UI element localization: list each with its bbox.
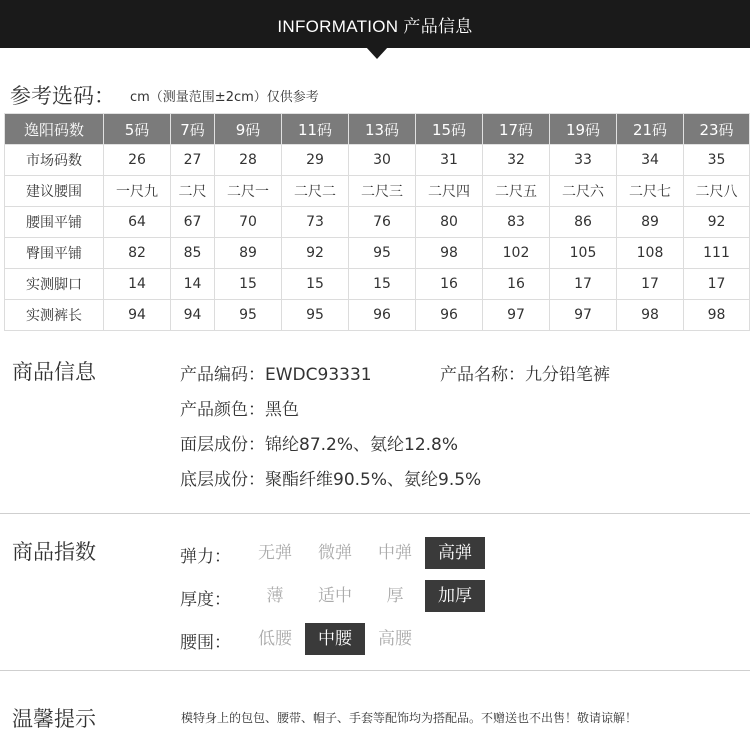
size-table-cell: 98	[617, 300, 684, 331]
size-table-cell: 二尺五	[483, 176, 550, 207]
tips-title: 温馨提示	[12, 707, 96, 731]
size-table-header-cell: 21码	[617, 114, 684, 145]
index-option: 微弹	[318, 543, 352, 563]
size-table-cell: 二尺一	[215, 176, 282, 207]
size-table-cell: 102	[483, 238, 550, 269]
size-table-cell: 64	[104, 207, 171, 238]
size-table-cell: 92	[684, 207, 750, 238]
size-table-cell: 15	[215, 269, 282, 300]
size-table-cell: 二尺八	[684, 176, 750, 207]
header-notch	[366, 47, 388, 59]
size-table-cell: 105	[550, 238, 617, 269]
header-bar	[0, 0, 750, 48]
index-option-selected: 高弹	[425, 537, 485, 569]
size-table-cell: 85	[171, 238, 215, 269]
index-option: 中弹	[378, 543, 412, 563]
size-table-cell: 14	[104, 269, 171, 300]
product-color: 产品颜色：黑色	[180, 400, 299, 420]
index-label: 弹力：	[180, 547, 231, 567]
size-section-title: 参考选码：	[10, 84, 115, 108]
size-table-row-label: 建议腰围	[5, 176, 104, 207]
size-table-header-cell: 7码	[171, 114, 215, 145]
size-table-cell: 98	[684, 300, 750, 331]
product-code: 产品编码：EWDC93331	[180, 365, 372, 385]
size-table-header-row	[5, 114, 750, 145]
index-option: 高腰	[378, 629, 412, 649]
size-table-header-cell: 17码	[483, 114, 550, 145]
index-option: 厚	[386, 586, 404, 606]
size-table-cell: 二尺	[171, 176, 215, 207]
index-option: 适中	[318, 586, 352, 606]
size-table-cell: 31	[416, 145, 483, 176]
size-table-cell: 96	[349, 300, 416, 331]
size-table-cell: 92	[282, 238, 349, 269]
index-option-selected: 加厚	[425, 580, 485, 612]
size-table-cell: 二尺二	[282, 176, 349, 207]
size-table-cell: 14	[171, 269, 215, 300]
size-table-cell: 二尺三	[349, 176, 416, 207]
size-table-row-label: 实测裤长	[5, 300, 104, 331]
size-table-cell: 二尺六	[550, 176, 617, 207]
index-option: 低腰	[258, 629, 292, 649]
size-table-cell: 96	[416, 300, 483, 331]
size-table-cell: 32	[483, 145, 550, 176]
section-divider	[0, 513, 750, 514]
size-table-cell: 89	[215, 238, 282, 269]
size-table-header-cell: 逸阳码数	[5, 114, 104, 145]
size-table-header-cell: 23码	[684, 114, 750, 145]
size-table-cell: 67	[171, 207, 215, 238]
size-table-header-cell: 19码	[550, 114, 617, 145]
size-table-cell: 33	[550, 145, 617, 176]
size-table-row	[5, 269, 750, 300]
size-table-cell: 82	[104, 238, 171, 269]
size-table-row-label: 臀围平铺	[5, 238, 104, 269]
size-table-cell: 30	[349, 145, 416, 176]
size-table-row-label: 市场码数	[5, 145, 104, 176]
size-table-cell: 76	[349, 207, 416, 238]
lining-composition: 底层成份：聚酯纤维90.5%、氨纶9.5%	[180, 470, 482, 490]
size-table-cell: 94	[171, 300, 215, 331]
size-table-cell: 二尺四	[416, 176, 483, 207]
size-table-cell: 二尺七	[617, 176, 684, 207]
tips-text: 模特身上的包包、腰带、帽子、手套等配饰均为搭配品。不赠送也不出售！敬请谅解！	[181, 711, 638, 725]
size-table-row-label: 实测脚口	[5, 269, 104, 300]
size-table-cell: 111	[684, 238, 750, 269]
size-table-cell: 83	[483, 207, 550, 238]
size-table-cell: 17	[684, 269, 750, 300]
index-label: 厚度：	[180, 590, 231, 610]
size-table-cell: 97	[550, 300, 617, 331]
size-table-header-cell: 5码	[104, 114, 171, 145]
size-table-header-cell: 13码	[349, 114, 416, 145]
size-table-cell: 95	[215, 300, 282, 331]
size-table-row	[5, 207, 750, 238]
size-table-cell: 16	[483, 269, 550, 300]
size-table-cell: 80	[416, 207, 483, 238]
size-table-header-cell: 9码	[215, 114, 282, 145]
size-table-row	[5, 176, 750, 207]
size-table-cell: 一尺九	[104, 176, 171, 207]
index-option: 薄	[266, 586, 284, 606]
size-table-row	[5, 300, 750, 331]
index-option-selected: 中腰	[305, 623, 365, 655]
size-table-cell: 16	[416, 269, 483, 300]
size-table-cell: 17	[550, 269, 617, 300]
size-table-header-cell: 15码	[416, 114, 483, 145]
product-name: 产品名称：九分铅笔裤	[440, 365, 610, 385]
header-title: INFORMATION 产品信息	[277, 17, 473, 36]
size-table-header-cell: 11码	[282, 114, 349, 145]
size-table-cell: 29	[282, 145, 349, 176]
size-table-cell: 27	[171, 145, 215, 176]
size-table-cell: 26	[104, 145, 171, 176]
size-table-cell: 73	[282, 207, 349, 238]
index-option: 无弹	[258, 543, 292, 563]
size-section-note: cm（测量范围±2cm）仅供参考	[130, 90, 319, 105]
product-info-title: 商品信息	[12, 360, 96, 384]
size-table-cell: 95	[349, 238, 416, 269]
size-table-cell: 70	[215, 207, 282, 238]
size-table	[4, 113, 750, 331]
size-table-cell: 15	[349, 269, 416, 300]
size-table-cell: 89	[617, 207, 684, 238]
size-table-cell: 28	[215, 145, 282, 176]
size-table-cell: 35	[684, 145, 750, 176]
product-index-title: 商品指数	[12, 540, 96, 564]
index-label: 腰围：	[180, 633, 231, 653]
outer-composition: 面层成份：锦纶87.2%、氨纶12.8%	[180, 435, 459, 455]
size-table-cell: 94	[104, 300, 171, 331]
size-table-cell: 86	[550, 207, 617, 238]
size-table-row	[5, 238, 750, 269]
size-table-cell: 17	[617, 269, 684, 300]
size-table-cell: 98	[416, 238, 483, 269]
section-divider	[0, 670, 750, 671]
size-table-cell: 97	[483, 300, 550, 331]
size-table-row-label: 腰围平铺	[5, 207, 104, 238]
size-table-cell: 108	[617, 238, 684, 269]
size-table-cell: 15	[282, 269, 349, 300]
size-table-cell: 95	[282, 300, 349, 331]
size-table-cell: 34	[617, 145, 684, 176]
size-table-row	[5, 145, 750, 176]
